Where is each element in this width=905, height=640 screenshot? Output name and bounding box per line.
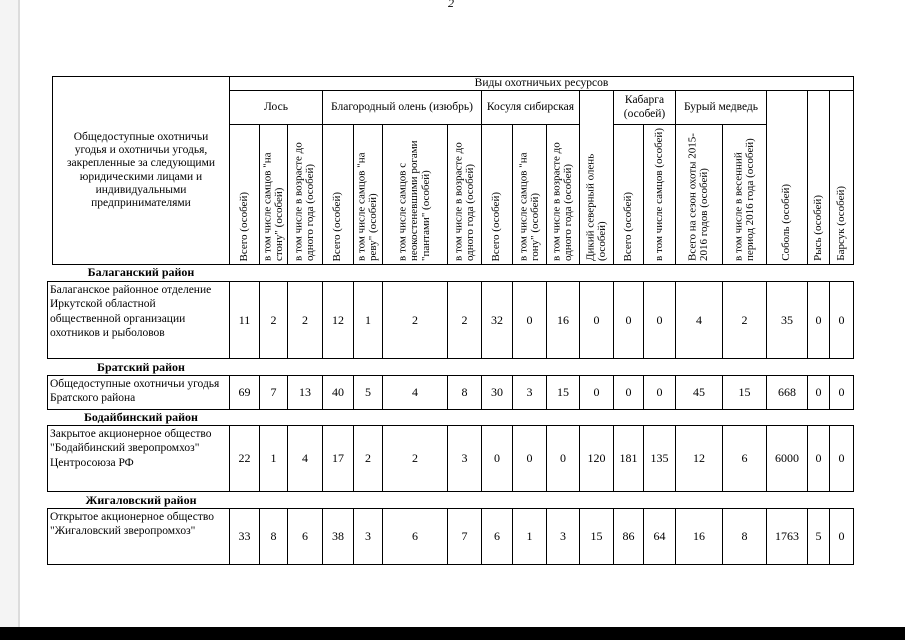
subheader-deer-total	[322, 124, 354, 265]
value-cell: 135	[643, 425, 676, 492]
value-cell: 0	[807, 425, 830, 492]
value-cell: 33	[229, 508, 260, 565]
district-heading: Бодайбинский район	[84, 410, 198, 424]
value-cell: 16	[546, 281, 580, 359]
org-column-header: Общедоступные охотничьи угодья и охотничьи угодья, закрепленные за следующими юридическими лицами и индивидуальными предпринимателями	[52, 76, 230, 265]
value-cell: 0	[579, 281, 614, 359]
subheader-musk-males	[643, 124, 676, 265]
subheader-roe-total-label: Всего (особей)	[490, 191, 503, 261]
column-header-lynx-label: Рысь (особей)	[811, 195, 824, 261]
group-header-red-deer: Благородный олень (изюбрь)	[322, 90, 482, 125]
value-cell: 0	[546, 425, 580, 492]
value-cell: 40	[322, 375, 354, 410]
value-cell: 4	[287, 425, 323, 492]
subheader-bear-season-label: Всего на сезон охоты 2015-2016 годов (особей)	[686, 133, 710, 261]
scanner-left-edge	[18, 0, 20, 640]
value-cell: 1763	[766, 508, 808, 565]
organization-name: Балаганское районное отделение Иркутской областной общественной организации охотников и рыболовов	[47, 281, 230, 359]
value-cell: 8	[722, 508, 767, 565]
district-heading: Жигаловский район	[85, 492, 197, 507]
value-cell: 0	[579, 375, 614, 410]
value-cell: 6	[382, 508, 448, 565]
value-cell: 15	[546, 375, 580, 410]
resources-title: Виды охотничьих ресурсов	[229, 76, 854, 91]
group-header-musk-deer: Кабарга (особей)	[613, 90, 676, 125]
group-header-brown-bear: Бурый медведь	[675, 90, 767, 125]
value-cell: 12	[675, 425, 723, 492]
value-cell: 3	[353, 508, 383, 565]
subheader-roe-males-label: в том числе самцов "на гону" (особей)	[516, 152, 541, 261]
subheader-bear-spring	[722, 124, 767, 265]
subheader-musk-total	[613, 124, 644, 265]
subheader-elk-males-label: в том числе самцов "на стону" (особей)	[260, 152, 285, 261]
organization-name: Открытое акционерное общество "Жигаловский зверопромхоз"	[47, 508, 230, 565]
value-cell: 6	[722, 425, 767, 492]
value-cell: 3	[546, 508, 580, 565]
group-header-elk: Лось	[229, 90, 323, 125]
value-cell: 0	[613, 281, 644, 359]
value-cell: 0	[829, 281, 854, 359]
subheader-elk-total	[229, 124, 260, 265]
value-cell: 1	[512, 508, 547, 565]
value-cell: 181	[613, 425, 644, 492]
subheader-deer-young	[447, 124, 482, 265]
subheader-roe-total	[481, 124, 513, 265]
subheader-deer-young-label: в том числе в возрасте до одного года (особей)	[451, 142, 476, 261]
value-cell: 0	[829, 375, 854, 410]
value-cell: 668	[766, 375, 808, 410]
value-cell: 0	[829, 508, 854, 565]
value-cell: 15	[722, 375, 767, 410]
subheader-elk-total-label: Всего (особей)	[237, 191, 250, 261]
value-cell: 2	[259, 281, 288, 359]
value-cell: 4	[382, 375, 448, 410]
value-cell: 8	[447, 375, 482, 410]
subheader-deer-antlers-label: в том числе самцов с неокостеневшими рогами "пантами" (особей)	[396, 140, 432, 261]
subheader-roe-young	[546, 124, 580, 265]
subheader-musk-males-label: в том числе самцов (особей)	[652, 128, 665, 261]
value-cell: 38	[322, 508, 354, 565]
value-cell: 8	[259, 508, 288, 565]
value-cell: 1	[353, 281, 383, 359]
subheader-deer-antlers	[382, 124, 448, 265]
column-header-sable	[766, 90, 808, 265]
subheader-musk-total-label: Всего (особей)	[621, 191, 634, 261]
value-cell: 6	[287, 508, 323, 565]
value-cell: 2	[447, 281, 482, 359]
scanner-bottom-edge	[0, 627, 905, 640]
value-cell: 0	[481, 425, 513, 492]
value-cell: 35	[766, 281, 808, 359]
value-cell: 16	[675, 508, 723, 565]
subheader-deer-males-label: в том числе самцов "на реву" (особей)	[355, 152, 379, 261]
subheader-deer-total-label: Всего (особей)	[331, 191, 344, 261]
subheader-roe-males	[512, 124, 547, 265]
subheader-bear-season	[675, 124, 723, 265]
value-cell: 1	[259, 425, 288, 492]
subheader-roe-young-label: в том числе в возрасте до одного года (особей)	[550, 142, 574, 261]
organization-name: Общедоступные охотничьи угодья Братского района	[47, 375, 230, 410]
value-cell: 0	[807, 375, 830, 410]
group-header-roe-deer: Косуля сибирская	[481, 90, 580, 125]
value-cell: 7	[259, 375, 288, 410]
scanner-left-margin	[0, 0, 18, 640]
value-cell: 0	[512, 425, 547, 492]
subheader-deer-males	[353, 124, 383, 265]
value-cell: 3	[512, 375, 547, 410]
value-cell: 30	[481, 375, 513, 410]
value-cell: 120	[579, 425, 614, 492]
value-cell: 2	[353, 425, 383, 492]
value-cell: 45	[675, 375, 723, 410]
value-cell: 15	[579, 508, 614, 565]
value-cell: 0	[829, 425, 854, 492]
value-cell: 6	[481, 508, 513, 565]
value-cell: 2	[287, 281, 323, 359]
value-cell: 4	[675, 281, 723, 359]
value-cell: 3	[447, 425, 482, 492]
value-cell: 7	[447, 508, 482, 565]
value-cell: 13	[287, 375, 323, 410]
page-number: 2	[448, 0, 454, 10]
value-cell: 86	[613, 508, 644, 565]
column-header-lynx	[807, 90, 830, 265]
subheader-elk-young-label: в том числе в возрасте до одного года (особей)	[292, 142, 316, 261]
value-cell: 69	[229, 375, 260, 410]
value-cell: 2	[382, 281, 448, 359]
column-header-badger-label: Барсук (особей)	[834, 186, 847, 261]
district-heading: Балаганский район	[87, 265, 195, 279]
column-header-reindeer	[579, 90, 614, 265]
value-cell: 17	[322, 425, 354, 492]
subheader-elk-young	[287, 124, 323, 265]
column-header-sable-label: Соболь (особей)	[780, 184, 793, 261]
organization-name: Закрытое акционерное общество "Бодайбинский зверопромхоз" Центросоюза РФ	[47, 425, 230, 492]
column-header-badger	[829, 90, 854, 265]
value-cell: 12	[322, 281, 354, 359]
value-cell: 0	[807, 281, 830, 359]
value-cell: 0	[613, 375, 644, 410]
value-cell: 0	[643, 375, 676, 410]
value-cell: 0	[512, 281, 547, 359]
subheader-bear-spring-label: в том числе в весенний период 2016 года (особей)	[731, 138, 756, 261]
value-cell: 2	[382, 425, 448, 492]
district-heading: Братский район	[97, 359, 185, 374]
subheader-elk-males	[259, 124, 288, 265]
value-cell: 5	[353, 375, 383, 410]
value-cell: 5	[807, 508, 830, 565]
column-header-reindeer-label: Дикий северный олень (особей)	[583, 153, 608, 261]
value-cell: 11	[229, 281, 260, 359]
value-cell: 32	[481, 281, 513, 359]
value-cell: 2	[722, 281, 767, 359]
value-cell: 6000	[766, 425, 808, 492]
value-cell: 22	[229, 425, 260, 492]
value-cell: 0	[643, 281, 676, 359]
value-cell: 64	[643, 508, 676, 565]
